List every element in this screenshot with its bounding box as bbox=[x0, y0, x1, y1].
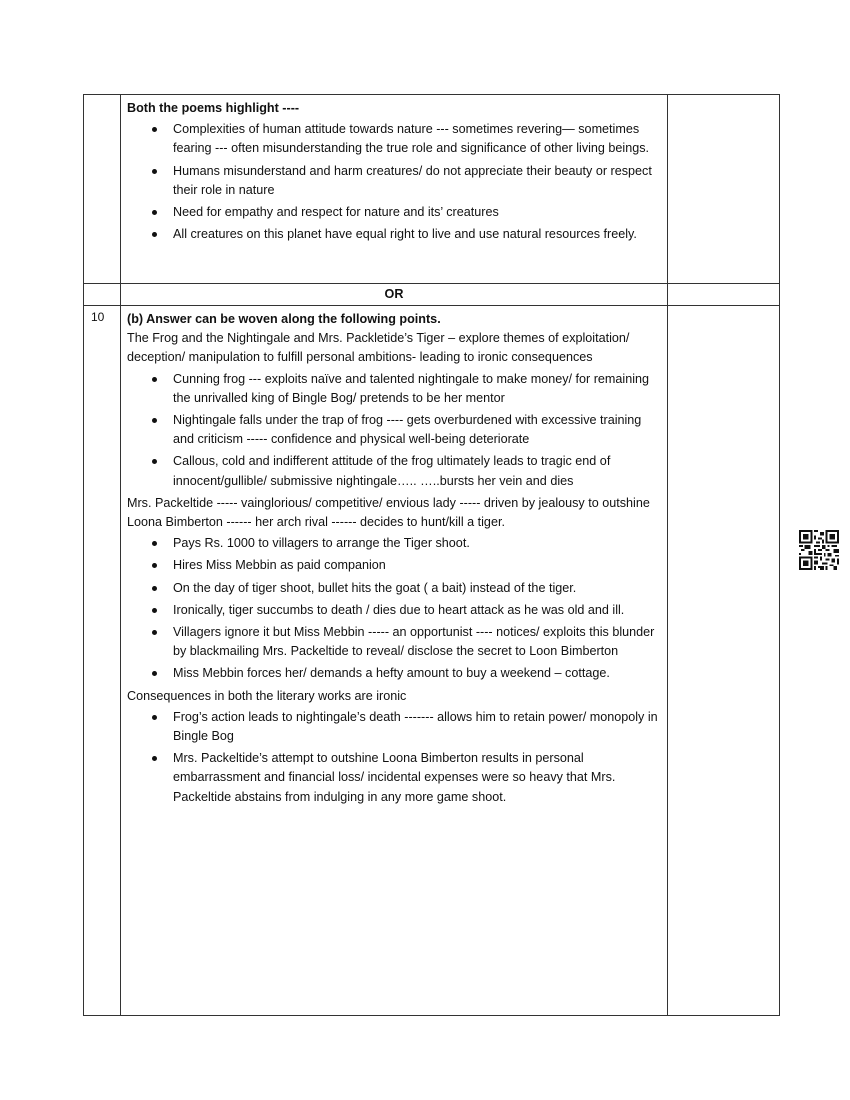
bullet-icon bbox=[152, 377, 157, 382]
marks-cell bbox=[668, 95, 780, 284]
consequences-paragraph: Consequences in both the literary works are ironic bbox=[127, 688, 407, 703]
list-item: All creatures on this planet have equal right to live and use natural resources freely. bbox=[127, 225, 661, 244]
list-item: Villagers ignore it but Miss Mebbin ----- an opportunist ---- notices/ exploits this blunder by blackmailing Mrs. Packeltide to reveal/ disclose the secret to Loon Bimberton bbox=[127, 623, 661, 661]
list-item: Ironically, tiger succumbs to death / dies due to heart attack as he was old and ill. bbox=[127, 601, 661, 620]
bullet-icon bbox=[152, 169, 157, 174]
bullet-icon bbox=[152, 232, 157, 237]
bullet-icon bbox=[152, 563, 157, 568]
row2-heading: (b) Answer can be woven along the following points. bbox=[127, 312, 441, 326]
table-row bbox=[84, 95, 780, 284]
list-item: Hires Miss Mebbin as paid companion bbox=[127, 556, 661, 575]
list-item: Humans misunderstand and harm creatures/ do not appreciate their beauty or respect their role in nature bbox=[127, 162, 661, 200]
frog-bullet-list bbox=[127, 370, 661, 491]
bullet-icon bbox=[152, 630, 157, 635]
list-item: Mrs. Packeltide’s attempt to outshine Loona Bimberton results in personal embarrassment and financial loss/ incidental expenses were so heavy that Mrs. Packeltide abstains from indulging in any more game shoot. bbox=[127, 749, 661, 807]
packletide-bullet-list bbox=[127, 534, 661, 683]
bullet-icon bbox=[152, 586, 157, 591]
question-number-cell bbox=[84, 284, 121, 306]
bullet-icon bbox=[152, 608, 157, 613]
list-item: Miss Mebbin forces her/ demands a hefty amount to buy a weekend – cottage. bbox=[127, 664, 661, 683]
or-cell bbox=[121, 284, 668, 306]
table-row bbox=[84, 284, 780, 306]
packletide-paragraph: Mrs. Packeltide ----- vainglorious/ competitive/ envious lady ----- driven by jealousy to outshine Loona Bimberton ------ her arch rival ------ decides to hunt/kill a tiger. bbox=[127, 495, 650, 530]
bullet-icon bbox=[152, 459, 157, 464]
marking-scheme-table bbox=[83, 94, 780, 1016]
list-item: Callous, cold and indifferent attitude of the frog ultimately leads to tragic end of innocent/gullible/ submissive nightingale….. …..bursts her vein and dies bbox=[127, 452, 661, 490]
bullet-icon bbox=[152, 418, 157, 423]
marks-cell bbox=[668, 306, 780, 1016]
bullet-icon bbox=[152, 715, 157, 720]
list-item: Pays Rs. 1000 to villagers to arrange the Tiger shoot. bbox=[127, 534, 661, 553]
bullet-icon bbox=[152, 541, 157, 546]
list-item: On the day of tiger shoot, bullet hits the goat ( a bait) instead of the tiger. bbox=[127, 579, 661, 598]
list-item: Cunning frog --- exploits naïve and talented nightingale to make money/ for remaining the unrivalled king of Bingle Bog/ pretends to be her mentor bbox=[127, 370, 661, 408]
row1-heading: Both the poems highlight ---- bbox=[127, 101, 300, 115]
question-number-cell bbox=[84, 306, 121, 1016]
question-number-cell bbox=[84, 95, 121, 284]
bullet-icon bbox=[152, 756, 157, 761]
consequences-bullet-list bbox=[127, 708, 661, 807]
intro-paragraph: The Frog and the Nightingale and Mrs. Packletide’s Tiger – explore themes of exploitation/ deception/ manipulation to fulfill personal ambitions- leading to ironic consequences bbox=[127, 331, 630, 365]
list-item: Frog’s action leads to nightingale’s death ------- allows him to retain power/ monopoly in Bingle Bog bbox=[127, 708, 661, 746]
row1-bullet-list bbox=[127, 120, 661, 244]
qr-code-icon bbox=[799, 530, 839, 570]
answer-cell bbox=[121, 306, 668, 1016]
list-item: Complexities of human attitude towards nature --- sometimes revering— sometimes fearing --- often misunderstanding the true role and significance of other living beings. bbox=[127, 120, 661, 158]
list-item: Nightingale falls under the trap of frog ---- gets overburdened with excessive training and criticism ----- confidence and physical well-being deteriorate bbox=[127, 411, 661, 449]
question-number: 10 bbox=[91, 310, 105, 324]
or-label: OR bbox=[384, 287, 404, 301]
bullet-icon bbox=[152, 671, 157, 676]
bullet-icon bbox=[152, 210, 157, 215]
answer-cell bbox=[121, 95, 668, 284]
bullet-icon bbox=[152, 127, 157, 132]
marks-cell bbox=[668, 284, 780, 306]
list-item: Need for empathy and respect for nature and its’ creatures bbox=[127, 203, 661, 222]
table-row bbox=[84, 306, 780, 1016]
